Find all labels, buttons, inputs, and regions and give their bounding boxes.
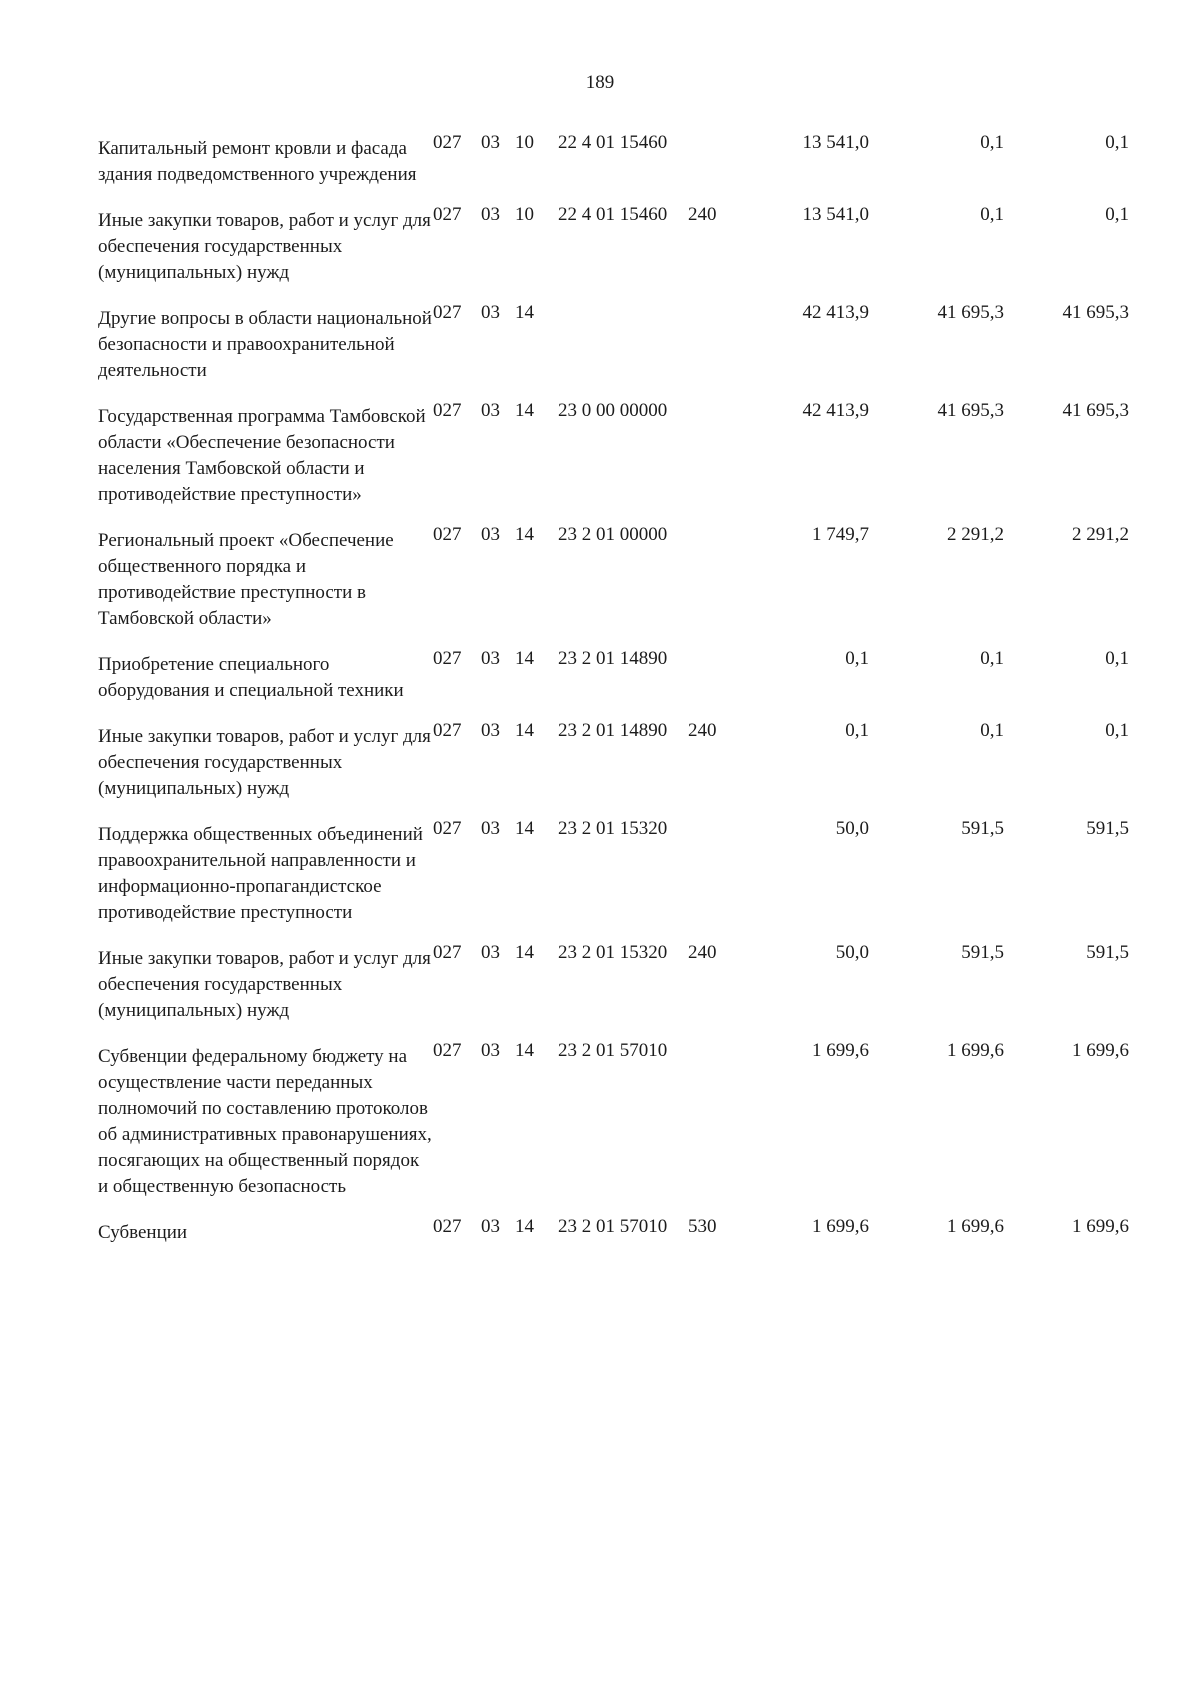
- row-section-code: 03: [481, 524, 500, 545]
- row-expense-type: 240: [688, 720, 717, 741]
- row-amount-year2: 591,5: [961, 818, 1004, 839]
- row-amount-year2: 0,1: [980, 648, 1004, 669]
- row-amount-year1: 13 541,0: [802, 132, 869, 153]
- row-subsection-code: 14: [515, 720, 534, 741]
- row-amount-year3: 1 699,6: [1072, 1216, 1129, 1237]
- row-subsection-code: 14: [515, 942, 534, 963]
- row-target-code: 23 2 01 15320: [558, 818, 668, 839]
- row-target-code: [558, 292, 688, 300]
- row-amount-year2: 591,5: [961, 942, 1004, 963]
- row-ministry-code: 027: [433, 1040, 462, 1061]
- row-ministry-code: 027: [433, 524, 462, 545]
- row-subsection-code: 10: [515, 204, 534, 225]
- row-amount-year1: 50,0: [835, 818, 869, 839]
- table-row: [98, 122, 1173, 188]
- row-amount-year2: 0,1: [980, 132, 1004, 153]
- row-subsection-code: 10: [515, 132, 534, 153]
- row-amount-year3: 0,1: [1105, 648, 1129, 669]
- row-ministry-code: 027: [433, 648, 462, 669]
- row-amount-year1: 0,1: [845, 720, 869, 741]
- row-subsection-code: 14: [515, 400, 534, 421]
- row-section-code: 03: [481, 818, 500, 839]
- page-number: 189: [585, 72, 615, 93]
- row-name: Поддержка общественных объединений правоохранительной направленности и информационно-пропагандистское противодействие преступности: [98, 824, 423, 923]
- row-expense-type: 240: [688, 204, 717, 225]
- table-row: [98, 1030, 1173, 1200]
- table-row: [98, 1206, 1173, 1246]
- row-amount-year3: 2 291,2: [1072, 524, 1129, 545]
- row-amount-year2: 41 695,3: [937, 400, 1004, 421]
- table-row: [98, 710, 1173, 802]
- row-ministry-code: 027: [433, 942, 462, 963]
- row-section-code: 03: [481, 132, 500, 153]
- row-name: Другие вопросы в области национальной безопасности и правоохранительной деятельности: [98, 308, 432, 381]
- row-amount-year2: 2 291,2: [947, 524, 1004, 545]
- row-target-code: 23 2 01 14890: [558, 720, 668, 741]
- row-subsection-code: 14: [515, 1040, 534, 1061]
- row-section-code: 03: [481, 942, 500, 963]
- row-target-code: 22 4 01 15460: [558, 132, 668, 153]
- row-amount-year1: 42 413,9: [802, 302, 869, 323]
- table-row: [98, 194, 1173, 286]
- row-amount-year2: 0,1: [980, 720, 1004, 741]
- row-amount-year3: 591,5: [1086, 818, 1129, 839]
- table-row: [98, 390, 1173, 508]
- row-section-code: 03: [481, 720, 500, 741]
- row-expense-type: [688, 292, 728, 300]
- row-amount-year2: 41 695,3: [937, 302, 1004, 323]
- row-subsection-code: 14: [515, 818, 534, 839]
- row-amount-year3: 0,1: [1105, 720, 1129, 741]
- table-row: [98, 514, 1173, 632]
- row-name: Приобретение специального оборудования и специальной техники: [98, 654, 404, 701]
- row-ministry-code: 027: [433, 720, 462, 741]
- row-section-code: 03: [481, 1040, 500, 1061]
- row-ministry-code: 027: [433, 204, 462, 225]
- row-amount-year1: 1 699,6: [812, 1216, 869, 1237]
- row-expense-type: [688, 808, 728, 816]
- row-amount-year2: 0,1: [980, 204, 1004, 225]
- row-amount-year1: 50,0: [835, 942, 869, 963]
- row-amount-year1: 0,1: [845, 648, 869, 669]
- row-section-code: 03: [481, 648, 500, 669]
- row-expense-type: 530: [688, 1216, 717, 1237]
- row-amount-year2: 1 699,6: [947, 1216, 1004, 1237]
- row-section-code: 03: [481, 204, 500, 225]
- row-name: Иные закупки товаров, работ и услуг для обеспечения государственных (муниципальных) нужд: [98, 210, 431, 283]
- table-row: [98, 638, 1173, 704]
- row-expense-type: 240: [688, 942, 717, 963]
- budget-table: [98, 122, 1173, 1252]
- row-ministry-code: 027: [433, 132, 462, 153]
- row-subsection-code: 14: [515, 1216, 534, 1237]
- row-amount-year3: 41 695,3: [1062, 400, 1129, 421]
- row-ministry-code: 027: [433, 400, 462, 421]
- row-ministry-code: 027: [433, 1216, 462, 1237]
- row-expense-type: [688, 638, 728, 646]
- row-expense-type: [688, 390, 728, 398]
- row-target-code: 23 2 01 57010: [558, 1216, 668, 1237]
- row-amount-year3: 591,5: [1086, 942, 1129, 963]
- row-target-code: 23 2 01 14890: [558, 648, 668, 669]
- row-amount-year3: 0,1: [1105, 132, 1129, 153]
- row-subsection-code: 14: [515, 302, 534, 323]
- row-name: Капитальный ремонт кровли и фасада здания подведомственного учреждения: [98, 138, 417, 185]
- row-expense-type: [688, 514, 728, 522]
- table-row: [98, 808, 1173, 926]
- row-amount-year3: 41 695,3: [1062, 302, 1129, 323]
- row-amount-year1: 1 749,7: [812, 524, 869, 545]
- table-row: [98, 932, 1173, 1024]
- table-row: [98, 292, 1173, 384]
- row-section-code: 03: [481, 1216, 500, 1237]
- row-ministry-code: 027: [433, 302, 462, 323]
- row-amount-year1: 42 413,9: [802, 400, 869, 421]
- row-subsection-code: 14: [515, 524, 534, 545]
- row-target-code: 22 4 01 15460: [558, 204, 668, 225]
- row-amount-year3: 1 699,6: [1072, 1040, 1129, 1061]
- row-target-code: 23 2 01 00000: [558, 524, 668, 545]
- row-subsection-code: 14: [515, 648, 534, 669]
- row-section-code: 03: [481, 400, 500, 421]
- row-amount-year3: 0,1: [1105, 204, 1129, 225]
- row-amount-year1: 13 541,0: [802, 204, 869, 225]
- row-expense-type: [688, 122, 728, 130]
- row-ministry-code: 027: [433, 818, 462, 839]
- row-name: Региональный проект «Обеспечение общественного порядка и противодействие преступности в Тамбовской области»: [98, 530, 394, 629]
- row-target-code: 23 0 00 00000: [558, 400, 668, 421]
- row-name: Субвенции: [98, 1222, 188, 1243]
- row-name: Иные закупки товаров, работ и услуг для обеспечения государственных (муниципальных) нужд: [98, 726, 431, 799]
- row-expense-type: [688, 1030, 728, 1038]
- row-section-code: 03: [481, 302, 500, 323]
- row-name: Субвенции федеральному бюджету на осуществление части переданных полномочий по составлению протоколов об административных правонарушениях, посягающих на общественный порядок и общественную безопасность: [98, 1046, 432, 1197]
- row-name: Государственная программа Тамбовской области «Обеспечение безопасности населения Тамбовской области и противодействие преступности»: [98, 406, 426, 505]
- row-name: Иные закупки товаров, работ и услуг для обеспечения государственных (муниципальных) нужд: [98, 948, 431, 1021]
- row-target-code: 23 2 01 57010: [558, 1040, 668, 1061]
- row-target-code: 23 2 01 15320: [558, 942, 668, 963]
- row-amount-year1: 1 699,6: [812, 1040, 869, 1061]
- row-amount-year2: 1 699,6: [947, 1040, 1004, 1061]
